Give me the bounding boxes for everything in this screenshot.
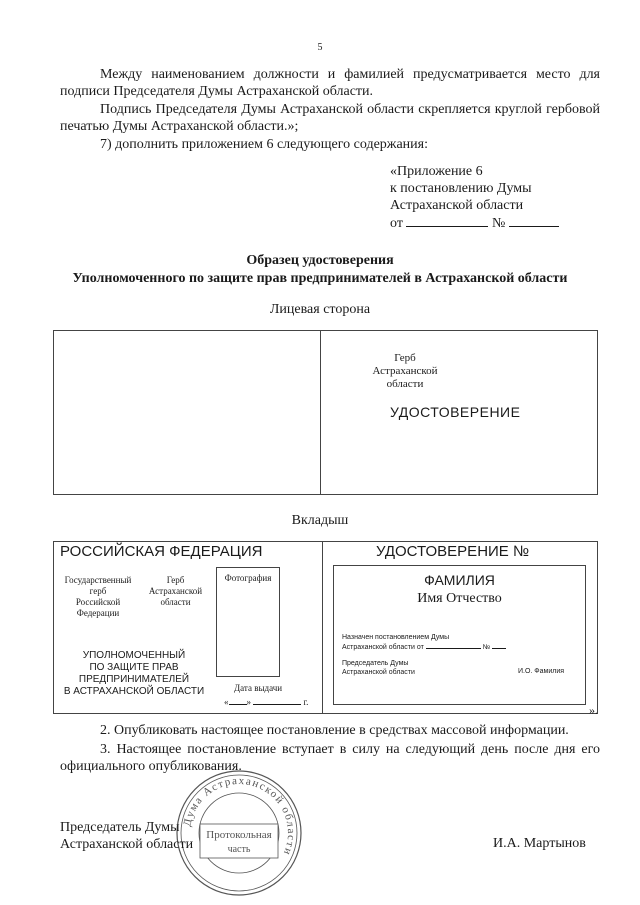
paragraph-add-annex: 7) дополнить приложением 6 следующего содержания: xyxy=(100,137,428,152)
appointed-line-2 xyxy=(342,642,506,652)
coat-rf-line-1: Государственный xyxy=(64,575,132,585)
paragraph-seal: Подпись Председателя Думы Астраханской области скрепляется круглой гербовой печатью Думы Астраханской области.»; xyxy=(60,102,600,134)
insert-position-title xyxy=(60,650,208,698)
item-3-effect: 3. Настоящее постановление вступает в силу на следующий день после дня его официального опубликования. xyxy=(60,742,600,774)
inner-chair-block xyxy=(342,659,415,677)
annex-date-line xyxy=(390,214,559,232)
issue-date-label: Дата выдачи xyxy=(234,683,283,693)
signatory-title xyxy=(60,819,193,853)
date-month-blank xyxy=(253,696,301,705)
holder-name-patronymic: Имя Отчество xyxy=(417,591,502,606)
signatory-title-line-2: Астраханской области xyxy=(60,837,194,852)
inner-chair-line-2: Астраханской области xyxy=(342,669,415,676)
sample-title-line-1: Образец удостоверения xyxy=(246,253,394,268)
position-line-4: В АСТРАХАНСКОЙ ОБЛАСТИ xyxy=(63,686,205,697)
annex-number-blank xyxy=(509,214,559,227)
front-gerb-line-2: Астраханской xyxy=(372,365,438,377)
seal-center-line-1: Протокольная xyxy=(206,829,272,841)
annex-line-3: Астраханской области xyxy=(390,198,524,213)
front-gerb-line-3: области xyxy=(386,378,424,390)
signatory-title-line-1: Председатель Думы xyxy=(60,820,180,835)
coat-rf-line-3: Российской xyxy=(75,597,121,607)
position-line-3: ПРЕДПРИНИМАТЕЛЕЙ xyxy=(78,674,190,685)
holder-surname: ФАМИЛИЯ xyxy=(424,572,495,588)
inner-chair-line-1: Председатель Думы xyxy=(342,660,409,667)
appointed-number-blank xyxy=(492,642,506,649)
coat-rf-line-4: Федерации xyxy=(76,608,120,618)
photo-label: Фотография xyxy=(224,573,272,583)
appointed-from-label: Астраханской области от xyxy=(342,644,424,651)
round-seal-stamp xyxy=(174,768,304,898)
coat-region-label xyxy=(138,575,213,608)
front-side-heading: Лицевая сторона xyxy=(269,302,371,317)
front-certificate-title: УДОСТОВЕРЕНИЕ xyxy=(390,404,521,420)
item-2-publish: 2. Опубликовать настоящее постановление в средствах массовой информации. xyxy=(100,723,569,738)
front-side-divider xyxy=(320,331,321,494)
annex-line-2: к постановлению Думы xyxy=(390,181,532,196)
issue-date-line xyxy=(224,696,308,708)
date-day-blank xyxy=(229,696,247,705)
closing-quote-mark: ». xyxy=(589,703,598,717)
insert-divider xyxy=(322,542,323,713)
insert-right-title: УДОСТОВЕРЕНИЕ № xyxy=(376,543,530,560)
annex-line-1: «Приложение 6 xyxy=(390,164,483,179)
appointed-line-1: Назначен постановлением Думы xyxy=(342,634,450,641)
sample-title-line-2: Уполномоченного по защите прав предпринимателей в Астраханской области xyxy=(72,271,568,286)
photo-placeholder xyxy=(216,567,280,677)
date-year-label: г. xyxy=(303,697,309,707)
front-coat-of-arms-label xyxy=(340,352,470,391)
coat-region-line-1: Герб xyxy=(166,575,185,585)
date-quote-open: « xyxy=(224,697,229,707)
insert-left-title: РОССИЙСКАЯ ФЕДЕРАЦИЯ xyxy=(60,543,263,560)
front-gerb-line-1: Герб xyxy=(394,352,416,364)
coat-region-line-2: Астраханской xyxy=(148,586,203,596)
seal-ring-textpath: Дума Астраханской области xyxy=(181,774,298,858)
appointed-no-label: № xyxy=(482,644,491,651)
appointed-date-blank xyxy=(426,642,481,649)
position-line-1: УПОЛНОМОЧЕННЫЙ xyxy=(82,650,186,661)
coat-rf-label xyxy=(58,575,138,619)
position-line-2: ПО ЗАЩИТЕ ПРАВ xyxy=(89,662,179,673)
annex-no-label: № xyxy=(491,216,506,231)
appointed-by-block xyxy=(342,633,506,652)
signatory-name: И.А. Мартынов xyxy=(493,836,586,851)
inner-chair-name: И.О. Фамилия xyxy=(518,668,565,675)
coat-rf-line-2: герб xyxy=(89,586,107,596)
insert-heading: Вкладыш xyxy=(291,513,349,528)
paragraph-signature-space: Между наименованием должности и фамилией предусматривается место для подписи Председателя Думы Астраханской области. xyxy=(60,67,600,99)
seal-center-line-2: часть xyxy=(227,844,251,855)
coat-region-line-3: области xyxy=(160,597,191,607)
annex-header xyxy=(390,163,559,232)
page-number: 5 xyxy=(317,42,323,53)
date-quote-close: » xyxy=(246,697,251,707)
annex-ot-label: от xyxy=(390,216,403,231)
annex-date-blank xyxy=(406,214,488,227)
